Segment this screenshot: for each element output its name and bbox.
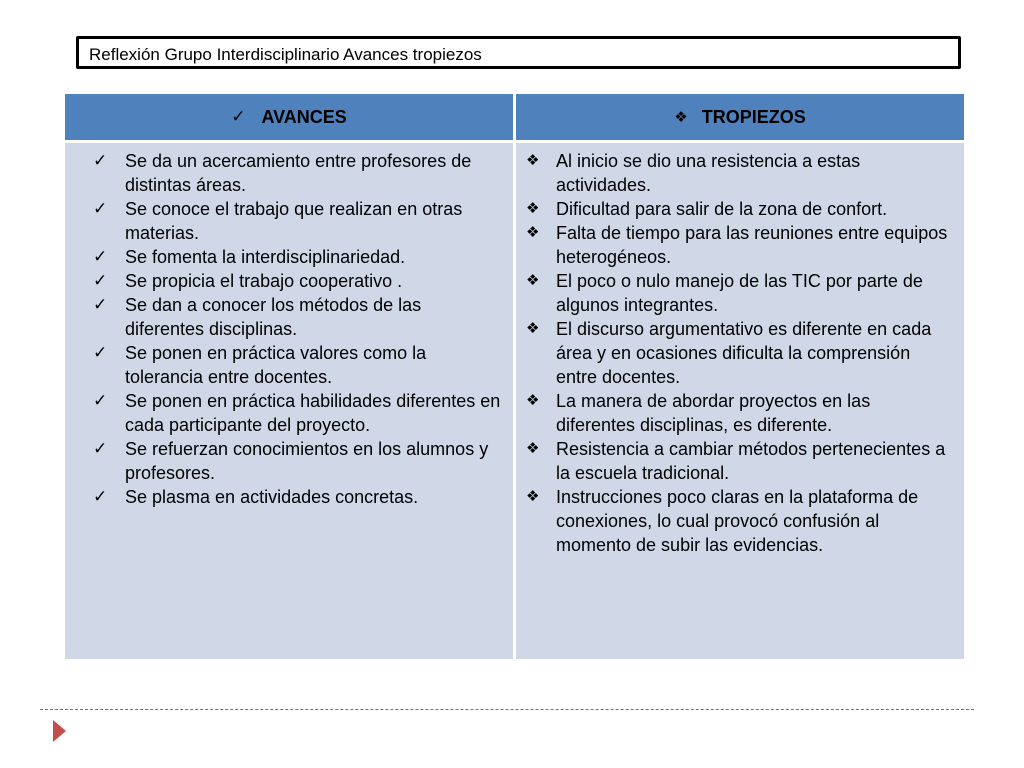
tropiezos-item-text: La manera de abordar proyectos en las diferentes disciplinas, es diferente. [556, 391, 871, 435]
tropiezos-cell [516, 143, 964, 659]
four-diamond-icon: ❖ [526, 440, 540, 457]
tropiezos-item-text: Instrucciones poco claras en la plataforma de conexiones, lo cual provocó confusión al momento de subir las evidencias. [556, 487, 919, 555]
tropiezos-item [526, 221, 954, 269]
checkmark-icon: ✓ [93, 199, 108, 218]
four-diamond-icon: ❖ [526, 200, 540, 217]
four-diamond-icon: ❖ [526, 392, 540, 409]
four-diamond-icon: ❖ [526, 488, 540, 505]
checkmark-icon: ✓ [93, 271, 108, 290]
header-tropiezos [516, 94, 964, 140]
checkmark-icon: ✓ [93, 487, 108, 506]
tropiezos-item-text: Dificultad para salir de la zona de confort. [556, 199, 888, 219]
avances-item [93, 149, 505, 197]
four-diamond-icon: ❖ [674, 109, 688, 126]
checkmark-icon: ✓ [93, 247, 108, 266]
checkmark-icon: ✓ [231, 107, 246, 126]
triangle-arrow-icon[interactable] [53, 720, 66, 742]
tropiezos-item [526, 437, 954, 485]
four-diamond-icon: ❖ [526, 320, 540, 337]
four-diamond-icon: ❖ [526, 272, 540, 289]
avances-item [93, 437, 505, 485]
tropiezos-item [526, 389, 954, 437]
avances-item [93, 269, 505, 293]
avances-item [93, 389, 505, 437]
comparison-table [65, 94, 964, 659]
header-tropiezos-label: TROPIEZOS [701, 106, 806, 127]
avances-item-text: Se conoce el trabajo que realizan en otras materias. [125, 199, 463, 243]
header-avances [65, 94, 513, 140]
avances-item [93, 341, 505, 389]
checkmark-icon: ✓ [93, 151, 108, 170]
footer-divider [40, 709, 974, 710]
slide-title: Reflexión Grupo Interdisciplinario Avances tropiezos [89, 45, 482, 64]
checkmark-icon: ✓ [93, 343, 108, 362]
tropiezos-item [526, 317, 954, 389]
checkmark-icon: ✓ [93, 295, 108, 314]
checkmark-icon: ✓ [93, 439, 108, 458]
tropiezos-item [526, 197, 954, 221]
tropiezos-item-text: Resistencia a cambiar métodos pertenecientes a la escuela tradicional. [556, 439, 946, 483]
four-diamond-icon: ❖ [526, 224, 540, 241]
avances-item-text: Se fomenta la interdisciplinariedad. [125, 247, 406, 267]
avances-item-text: Se ponen en práctica valores como la tolerancia entre docentes. [125, 343, 427, 387]
tropiezos-item-text: El discurso argumentativo es diferente en cada área y en ocasiones dificulta la comprensión entre docentes. [556, 319, 932, 387]
avances-item [93, 485, 505, 509]
tropiezos-item [526, 149, 954, 197]
checkmark-icon: ✓ [93, 391, 108, 410]
avances-item [93, 293, 505, 341]
avances-item-text: Se propicia el trabajo cooperativo . [125, 271, 403, 291]
avances-item-text: Se ponen en práctica habilidades diferentes en cada participante del proyecto. [125, 391, 501, 435]
avances-item [93, 197, 505, 245]
avances-item-text: Se refuerzan conocimientos en los alumnos y profesores. [125, 439, 489, 483]
tropiezos-item-text: Al inicio se dio una resistencia a estas actividades. [556, 151, 861, 195]
avances-item [93, 245, 505, 269]
tropiezos-item [526, 485, 954, 557]
tropiezos-item [526, 269, 954, 317]
tropiezos-list [526, 149, 954, 557]
avances-cell [65, 143, 513, 659]
avances-item-text: Se plasma en actividades concretas. [125, 487, 419, 507]
title-box [76, 36, 961, 69]
avances-list [93, 149, 505, 509]
avances-item-text: Se da un acercamiento entre profesores de distintas áreas. [125, 151, 472, 195]
tropiezos-item-text: Falta de tiempo para las reuniones entre equipos heterogéneos. [556, 223, 948, 267]
four-diamond-icon: ❖ [526, 152, 540, 169]
avances-item-text: Se dan a conocer los métodos de las diferentes disciplinas. [125, 295, 422, 339]
tropiezos-item-text: El poco o nulo manejo de las TIC por parte de algunos integrantes. [556, 271, 923, 315]
header-avances-label: AVANCES [261, 106, 347, 127]
